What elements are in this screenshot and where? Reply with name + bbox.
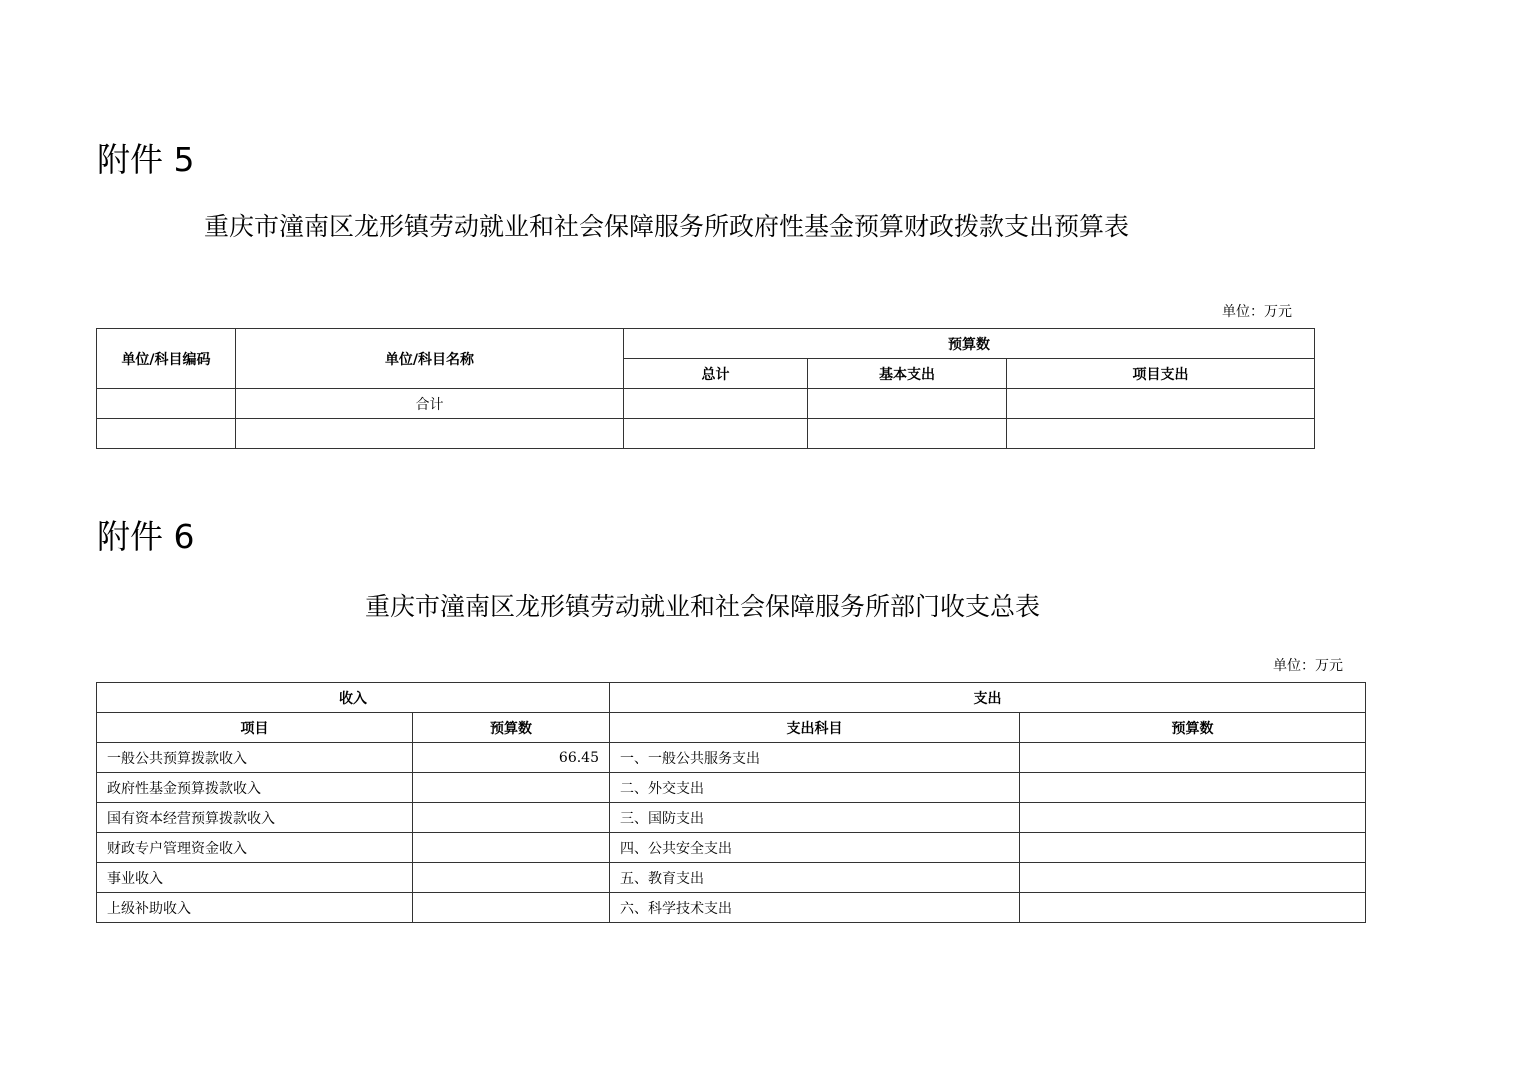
header-name: 单位/科目名称 — [236, 329, 624, 389]
cell-income-item: 财政专户管理资金收入 — [97, 833, 413, 863]
cell-total — [624, 389, 808, 419]
header-budget: 预算数 — [624, 329, 1315, 359]
table-row — [97, 803, 1366, 833]
header-total: 总计 — [624, 359, 808, 389]
cell-project — [1007, 389, 1315, 419]
cell-income-item: 一般公共预算拨款收入 — [97, 743, 413, 773]
cell-expense-subject: 六、科学技术支出 — [610, 893, 1020, 923]
cell-total — [624, 419, 808, 449]
header-project: 项目支出 — [1007, 359, 1315, 389]
cell-income-amount — [413, 833, 610, 863]
cell-basic — [808, 419, 1007, 449]
table-header-row — [97, 329, 1315, 359]
cell-expense-amount — [1020, 803, 1366, 833]
table-row — [97, 419, 1315, 449]
cell-expense-amount — [1020, 863, 1366, 893]
table-row — [97, 833, 1366, 863]
cell-expense-subject: 五、教育支出 — [610, 863, 1020, 893]
attachment-5-label: 附件 5 — [97, 140, 195, 179]
cell-expense-subject: 二、外交支出 — [610, 773, 1020, 803]
table-header-row — [97, 683, 1366, 713]
table-row — [97, 863, 1366, 893]
table-row — [97, 389, 1315, 419]
cell-income-item: 事业收入 — [97, 863, 413, 893]
attachment-6-title: 重庆市潼南区龙形镇劳动就业和社会保障服务所部门收支总表 — [365, 592, 1041, 621]
table-header-row — [97, 713, 1366, 743]
attachment-6-label: 附件 6 — [97, 517, 195, 556]
cell-expense-amount — [1020, 893, 1366, 923]
header-income-budget: 预算数 — [413, 713, 610, 743]
attachment-6-unit: 单位：万元 — [1273, 658, 1343, 674]
cell-code — [97, 389, 236, 419]
income-expense-table — [96, 682, 1366, 923]
fund-budget-table — [96, 328, 1315, 449]
cell-name — [236, 419, 624, 449]
cell-income-amount — [413, 893, 610, 923]
cell-expense-amount — [1020, 743, 1366, 773]
header-expense: 支出 — [610, 683, 1366, 713]
cell-expense-subject: 一、一般公共服务支出 — [610, 743, 1020, 773]
cell-income-amount: 66.45 — [413, 743, 610, 773]
header-code: 单位/科目编码 — [97, 329, 236, 389]
cell-code — [97, 419, 236, 449]
cell-basic — [808, 389, 1007, 419]
cell-income-item: 国有资本经营预算拨款收入 — [97, 803, 413, 833]
cell-name: 合计 — [236, 389, 624, 419]
attachment-5-title: 重庆市潼南区龙形镇劳动就业和社会保障服务所政府性基金预算财政拨款支出预算表 — [204, 212, 1130, 241]
table-row — [97, 743, 1366, 773]
header-expense-subject: 支出科目 — [610, 713, 1020, 743]
cell-income-amount — [413, 863, 610, 893]
cell-income-item: 上级补助收入 — [97, 893, 413, 923]
cell-income-amount — [413, 803, 610, 833]
cell-expense-amount — [1020, 833, 1366, 863]
cell-income-amount — [413, 773, 610, 803]
cell-expense-amount — [1020, 773, 1366, 803]
cell-expense-subject: 四、公共安全支出 — [610, 833, 1020, 863]
cell-expense-subject: 三、国防支出 — [610, 803, 1020, 833]
header-expense-budget: 预算数 — [1020, 713, 1366, 743]
table-row — [97, 773, 1366, 803]
table-row — [97, 893, 1366, 923]
cell-project — [1007, 419, 1315, 449]
header-income: 收入 — [97, 683, 610, 713]
cell-income-item: 政府性基金预算拨款收入 — [97, 773, 413, 803]
header-basic: 基本支出 — [808, 359, 1007, 389]
attachment-5-unit: 单位：万元 — [1222, 304, 1292, 320]
header-item: 项目 — [97, 713, 413, 743]
